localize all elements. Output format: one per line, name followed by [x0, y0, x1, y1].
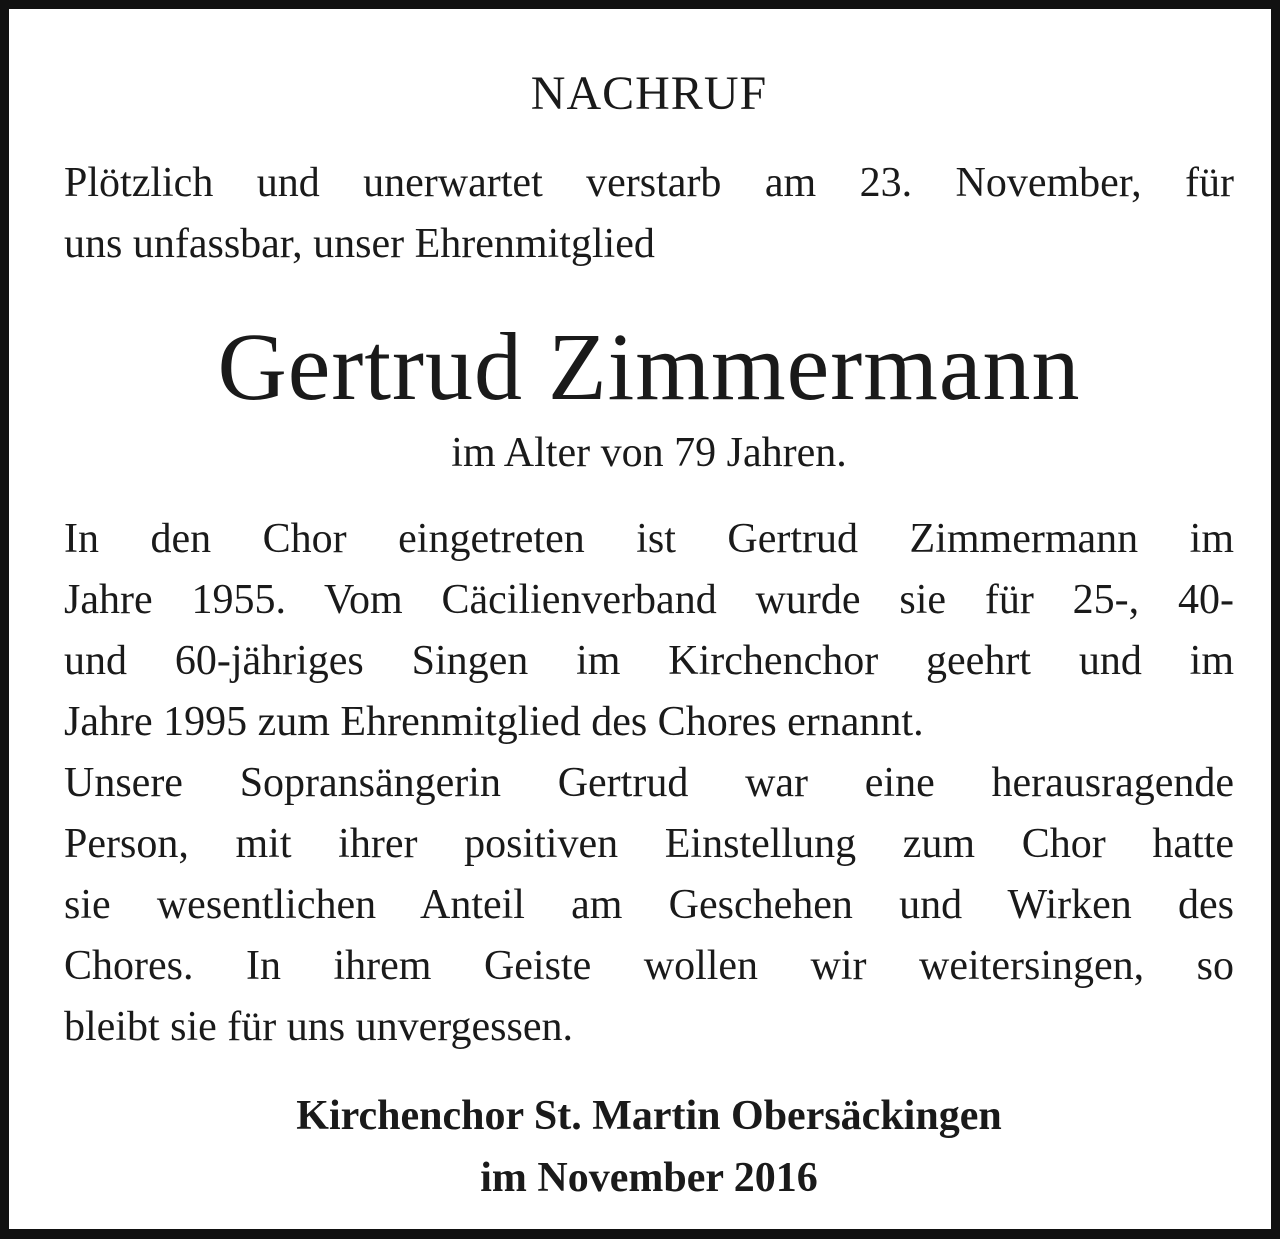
- intro-line: uns unfassbar, unser Ehrenmitglied: [64, 221, 655, 267]
- body-line: Jahre 1955. Vom Cäcilienverband wurde sie für 25-, 40-: [64, 577, 1234, 623]
- body-line: bleibt sie für uns unvergessen.: [64, 1004, 573, 1050]
- intro-line: Plötzlich und unerwartet verstarb am 23. November, für: [64, 160, 1234, 206]
- notice-heading: NACHRUF: [530, 67, 768, 120]
- body-line: Person, mit ihrer positiven Einstellung zum Chor hatte: [64, 821, 1234, 867]
- body-line: und 60-jähriges Singen im Kirchenchor geehrt und im: [64, 638, 1234, 684]
- deceased-name: Gertrud Zimmermann: [217, 313, 1081, 420]
- body-paragraph: [64, 509, 1234, 1058]
- signature-date: im November 2016: [480, 1155, 818, 1201]
- body-line: Jahre 1995 zum Ehrenmitglied des Chores ernannt.: [64, 699, 924, 745]
- body-line: sie wesentlichen Anteil am Geschehen und Wirken des: [64, 882, 1234, 928]
- signature-block: [64, 1085, 1234, 1209]
- body-line: Unsere Sopransängerin Gertrud war eine herausragende: [64, 760, 1234, 806]
- age-line: im Alter von 79 Jahren.: [451, 430, 847, 476]
- intro-paragraph: [64, 153, 1234, 275]
- body-line: Chores. In ihrem Geiste wollen wir weitersingen, so: [64, 943, 1234, 989]
- signature-organization: Kirchenchor St. Martin Obersäckingen: [296, 1093, 1002, 1139]
- body-line: In den Chor eingetreten ist Gertrud Zimmermann im: [64, 516, 1234, 562]
